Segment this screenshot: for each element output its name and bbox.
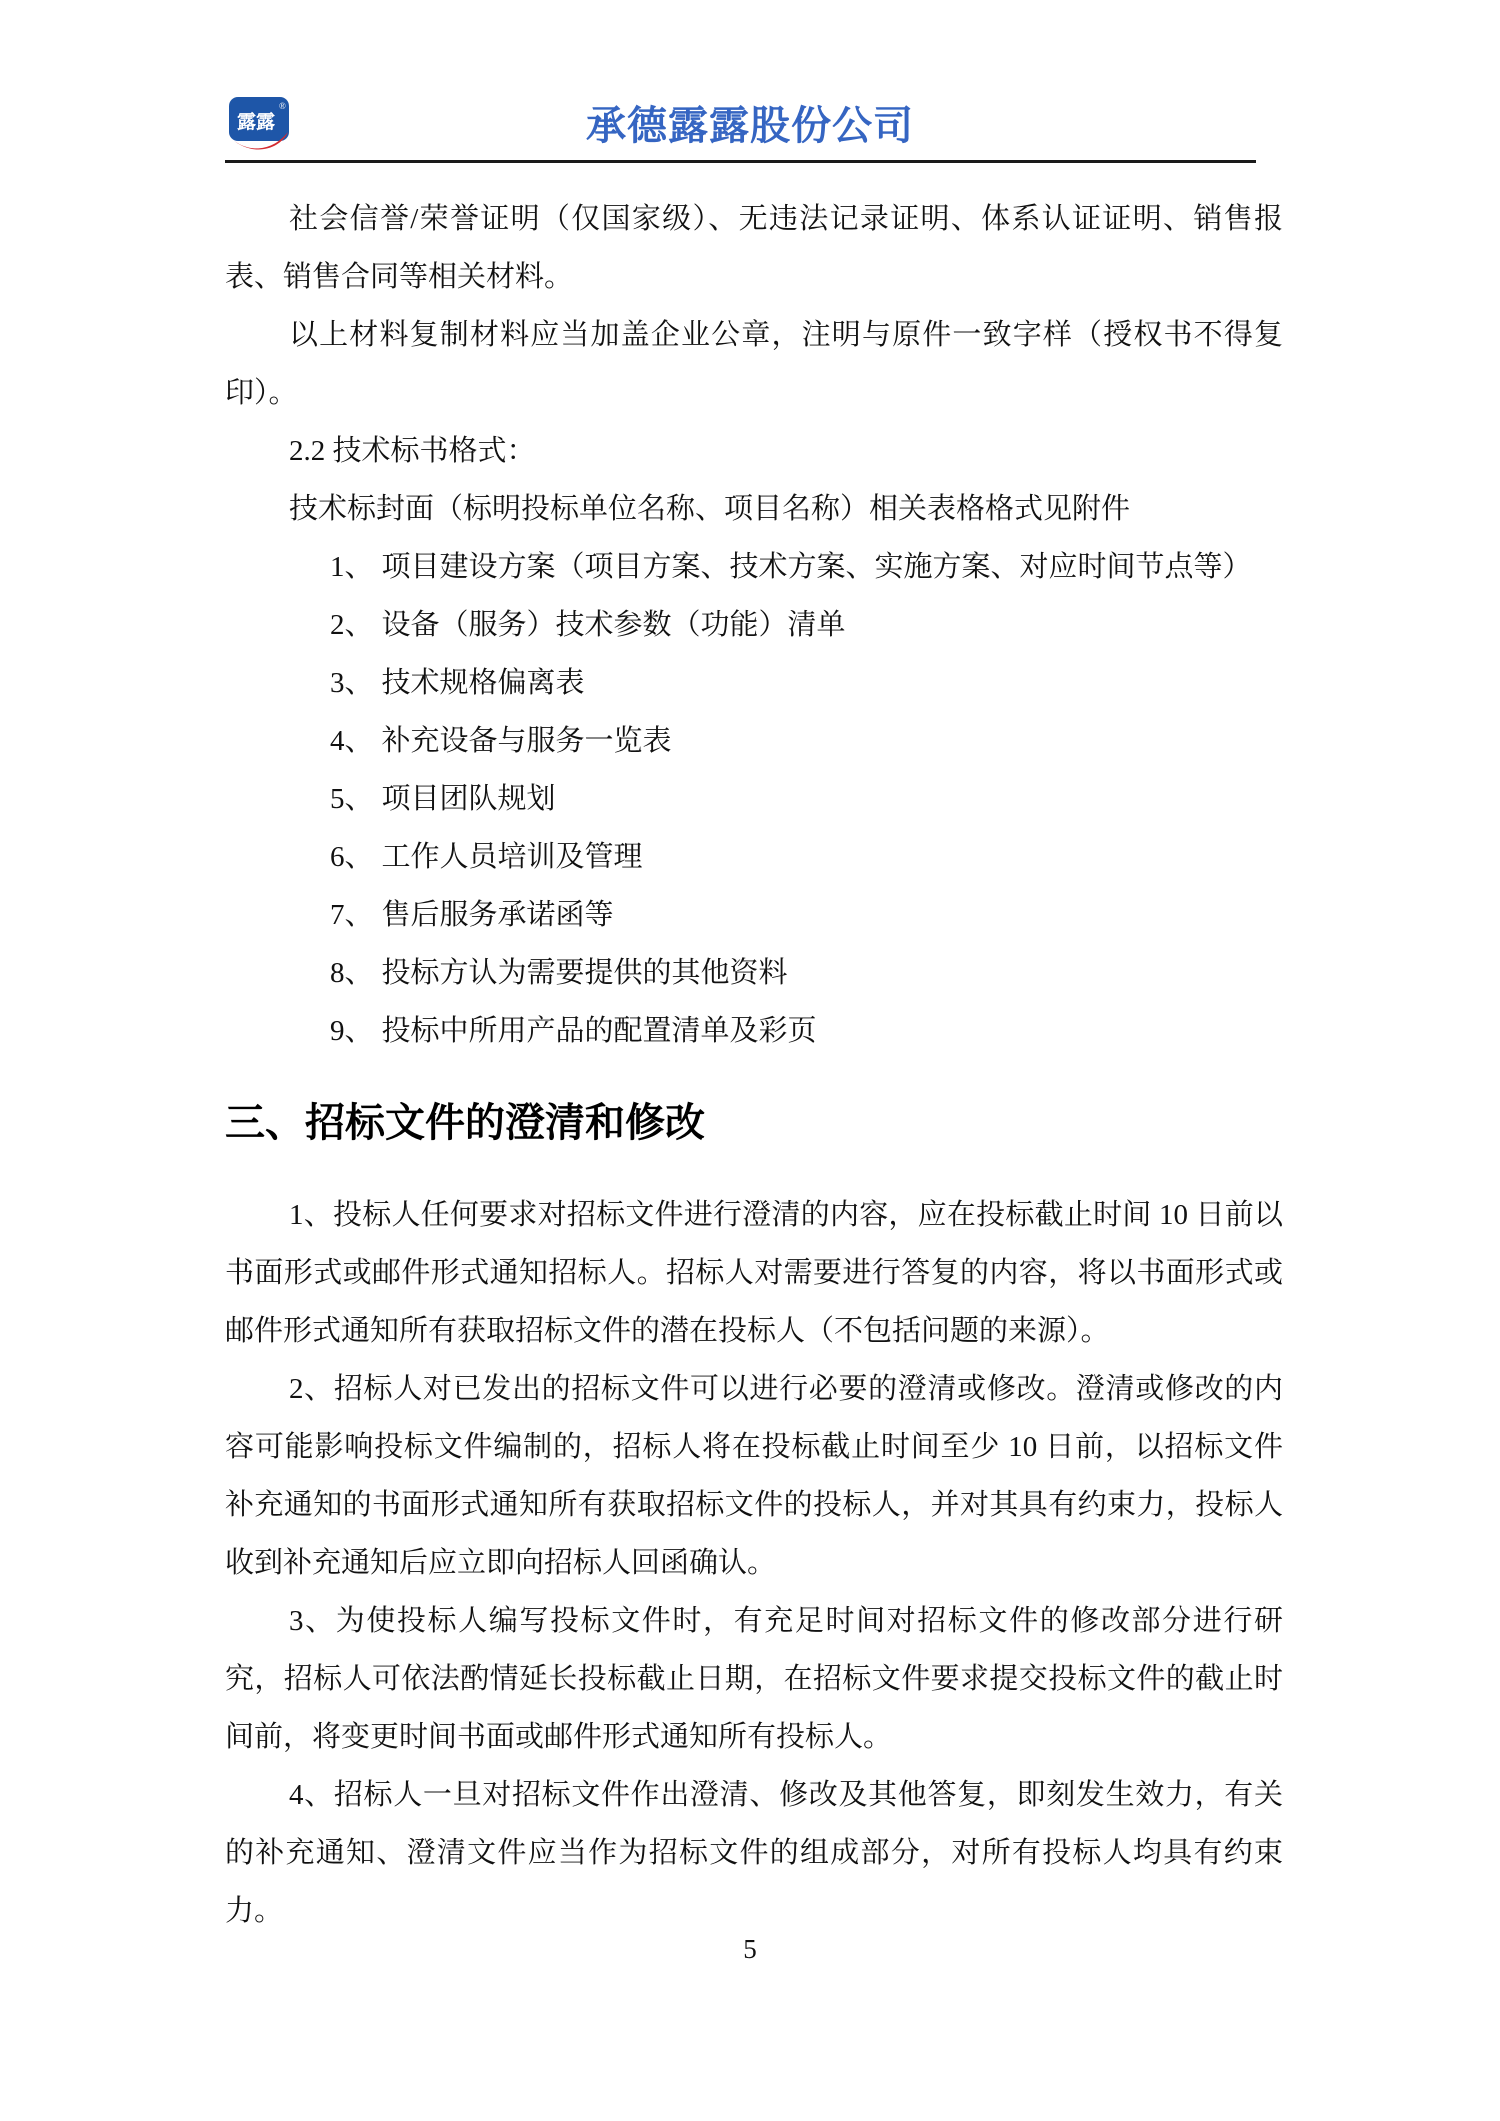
paragraph: 2、招标人对已发出的招标文件可以进行必要的澄清或修改。澄清或修改的内容可能影响投标文件编制的，招标人将在投标截止时间至少 10 日前，以招标文件补充通知的书面形式通知所有获取招标文件的投标人，并对其具有约束力，投标人收到补充通知后应立即向招标人回函确认。 (225, 1373, 1283, 1579)
list-item-text: 投标中所用产品的配置清单及彩页 (381, 1015, 817, 1047)
list-item-number: 4、 (330, 725, 374, 757)
list-item (330, 654, 1283, 712)
list-item (330, 712, 1283, 770)
header-divider (225, 160, 1256, 163)
list-item-text: 补充设备与服务一览表 (381, 725, 672, 757)
technical-bid-list (225, 538, 1283, 1060)
paragraph: 以上材料复制材料应当加盖企业公章，注明与原件一致字样（授权书不得复印）。 (225, 319, 1283, 409)
list-item-text: 工作人员培训及管理 (381, 841, 643, 873)
list-item (330, 538, 1283, 596)
list-item-number: 8、 (330, 957, 374, 989)
list-item-number: 6、 (330, 841, 374, 873)
paragraph: 1、投标人任何要求对招标文件进行澄清的内容，应在投标截止时间 10 日前以书面形式或邮件形式通知招标人。招标人对需要进行答复的内容，将以书面形式或邮件形式通知所有获取招标文件的潜在投标人（不包括问题的来源）。 (225, 1199, 1283, 1347)
list-item-number: 9、 (330, 1015, 374, 1047)
logo-text: 露露 (236, 112, 276, 133)
list-item (330, 944, 1283, 1002)
list-item (330, 596, 1283, 654)
list-item (330, 1002, 1283, 1060)
list-item-text: 技术规格偏离表 (381, 667, 585, 699)
page-number: 5 (743, 1934, 757, 1964)
paragraph: 4、招标人一旦对招标文件作出澄清、修改及其他答复，即刻发生效力，有关的补充通知、澄清文件应当作为招标文件的组成部分，对所有投标人均具有约束力。 (225, 1779, 1283, 1927)
list-item-number: 3、 (330, 667, 374, 699)
paragraph: 3、为使投标人编写投标文件时，有充足时间对招标文件的修改部分进行研究，招标人可依法酌情延长投标截止日期，在招标文件要求提交投标文件的截止时间前，将变更时间书面或邮件形式通知所有投标人。 (225, 1605, 1283, 1753)
section-heading: 三、招标文件的澄清和修改 (225, 1101, 705, 1145)
list-item (330, 886, 1283, 944)
list-item-number: 7、 (330, 899, 374, 931)
document-content (225, 190, 1283, 1940)
list-item-number: 1、 (330, 551, 374, 583)
list-item-number: 2、 (330, 609, 374, 641)
list-item-text: 项目团队规划 (381, 783, 556, 815)
list-item (330, 770, 1283, 828)
list-item-number: 5、 (330, 783, 374, 815)
company-name: 承德露露股份公司 (586, 104, 914, 148)
registered-mark: ® (279, 101, 286, 111)
list-item-text: 售后服务承诺函等 (381, 899, 614, 931)
list-item-text: 投标方认为需要提供的其他资料 (381, 957, 788, 989)
list-item-text: 项目建设方案（项目方案、技术方案、实施方案、对应时间节点等） (381, 551, 1252, 583)
paragraph: 2.2 技术标书格式： (289, 435, 536, 467)
list-item (330, 828, 1283, 886)
paragraph: 技术标封面（标明投标单位名称、项目名称）相关表格格式见附件 (289, 493, 1131, 525)
paragraph: 社会信誉/荣誉证明（仅国家级）、无违法记录证明、体系认证证明、销售报表、销售合同等相关材料。 (225, 203, 1283, 293)
list-item-text: 设备（服务）技术参数（功能）清单 (381, 609, 846, 641)
